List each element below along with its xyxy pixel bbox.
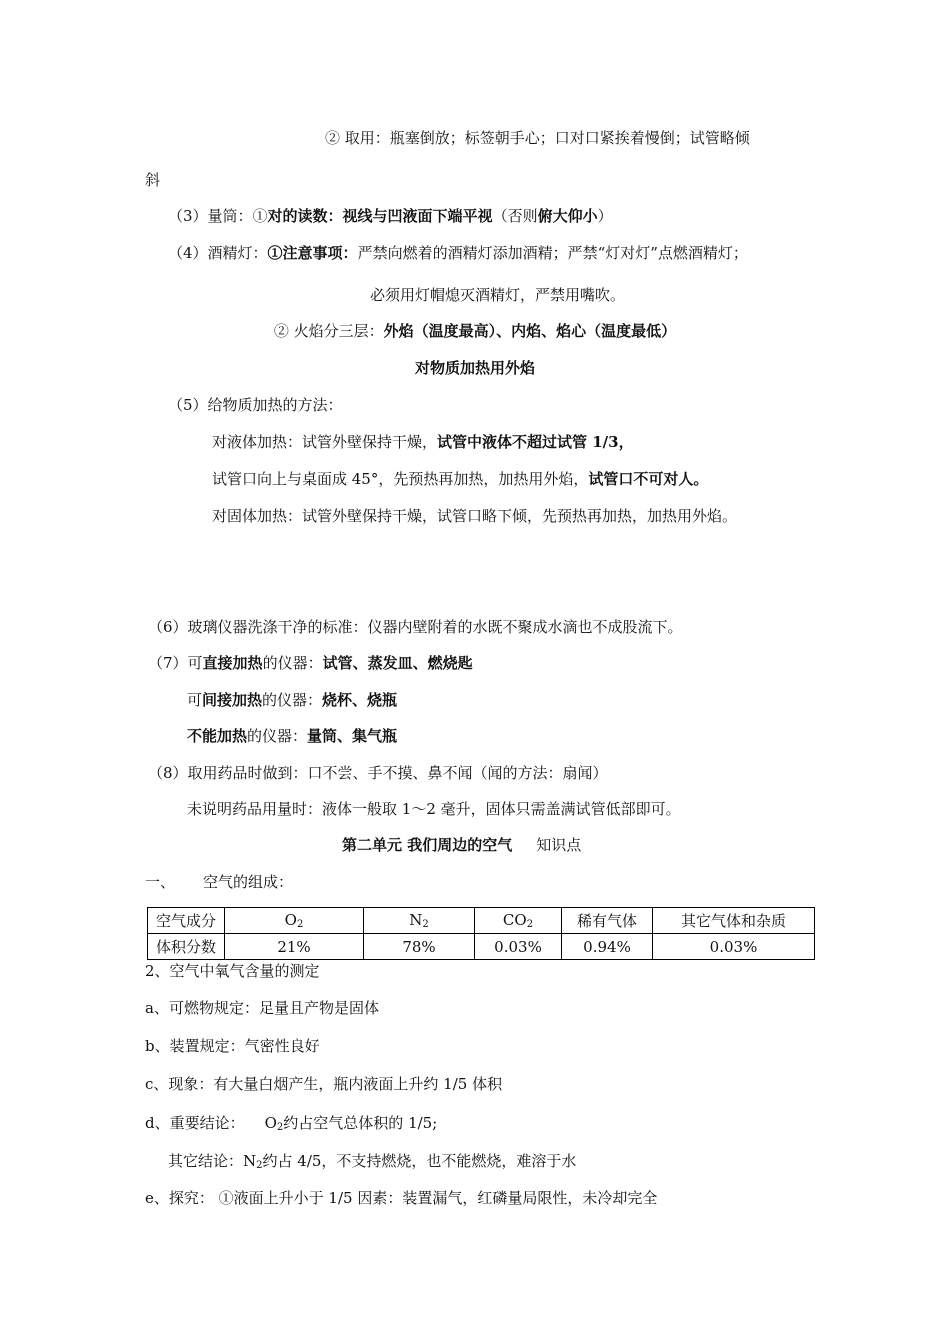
text-line: 对固体加热：试管外壁保持干燥，试管口略下倾，先预热再加热，加热用外焰。 (212, 507, 738, 525)
text-line: d、重要结论： $O_2$约占空气总体积的 1/5; (145, 1114, 438, 1133)
text-line: a、可燃物规定：足量且产物是固体 (145, 999, 379, 1017)
subheading: 对物质加热用外焰 (414, 359, 535, 377)
text-line: 未说明药品用量时：液体一般取 1～2 毫升，固体只需盖满试管低部即可。 (187, 800, 681, 818)
text-line: 2、空气中氧气含量的测定 (145, 962, 320, 980)
text-line: 对液体加热：试管外壁保持干燥，试管中液体不超过试管 1/3， (212, 433, 634, 451)
table-cell: 体积分数 (148, 934, 225, 960)
table-row (148, 934, 815, 960)
text-line: ② 火焰分三层：外焰（温度最高）、内焰、焰心（温度最低） (273, 322, 677, 340)
table-cell: $CO_2$ (475, 908, 562, 934)
text-line: 可间接加热的仪器：烧杯、烧瓶 (187, 691, 398, 709)
table-cell: 78% (364, 934, 475, 960)
text-line: b、装置规定：气密性良好 (145, 1037, 320, 1055)
table-cell: 0.03% (475, 934, 562, 960)
table-cell: 0.03% (653, 934, 815, 960)
table-cell: 0.94% (562, 934, 653, 960)
table-cell: 空气成分 (148, 908, 225, 934)
text-line: 斜 (145, 171, 161, 189)
table-cell: 稀有气体 (562, 908, 653, 934)
table-cell: $N_2$ (364, 908, 475, 934)
text-line: 必须用灯帽熄灭酒精灯，严禁用嘴吹。 (370, 286, 626, 304)
text-line: 不能加热的仪器：量筒、集气瓶 (187, 727, 398, 745)
text-line: （5）给物质加热的方法： (168, 396, 343, 414)
text-line: 一、 空气的组成： (145, 873, 294, 891)
text-line: （7）可直接加热的仪器：试管、蒸发皿、燃烧匙 (148, 654, 473, 672)
text-line: e、探究： ①液面上升小于 1/5 因素：装置漏气，红磷量局限性，未冷却完全 (145, 1189, 658, 1207)
text-line: （3）量筒：①对的读数：视线与凹液面下端平视（否则俯大仰小） (168, 207, 613, 225)
text-line: 试管口向上与桌面成 45°，先预热再加热，加热用外焰，试管口不可对人。 (212, 470, 709, 488)
text-line: c、现象：有大量白烟产生，瓶内液面上升约 1/5 体积 (145, 1075, 503, 1093)
text-line: ② 取用：瓶塞倒放；标签朝手心；口对口紧挨着慢倒；试管略倾 (325, 129, 750, 147)
air-composition-table (147, 907, 815, 960)
text-line: （4）酒精灯：①注意事项：严禁向燃着的酒精灯添加酒精；严禁“灯对灯”点燃酒精灯； (168, 244, 748, 262)
text-line: （6）玻璃仪器洗涤干净的标准：仪器内壁附着的水既不聚成水滴也不成股流下。 (148, 618, 683, 636)
table-cell: $O_2$ (225, 908, 364, 934)
table-cell: 其它气体和杂质 (653, 908, 815, 934)
table-cell: 21% (225, 934, 364, 960)
section-title: 第二单元 我们周边的空气 知识点 (342, 836, 582, 854)
text-line: （8）取用药品时做到：口不尝、手不摸、鼻不闻（闻的方法：扇闻） (148, 764, 608, 782)
table-row (148, 908, 815, 934)
text-line: 其它结论：$N_2$约占 4/5，不支持燃烧，也不能燃烧，难溶于水 (168, 1152, 577, 1171)
